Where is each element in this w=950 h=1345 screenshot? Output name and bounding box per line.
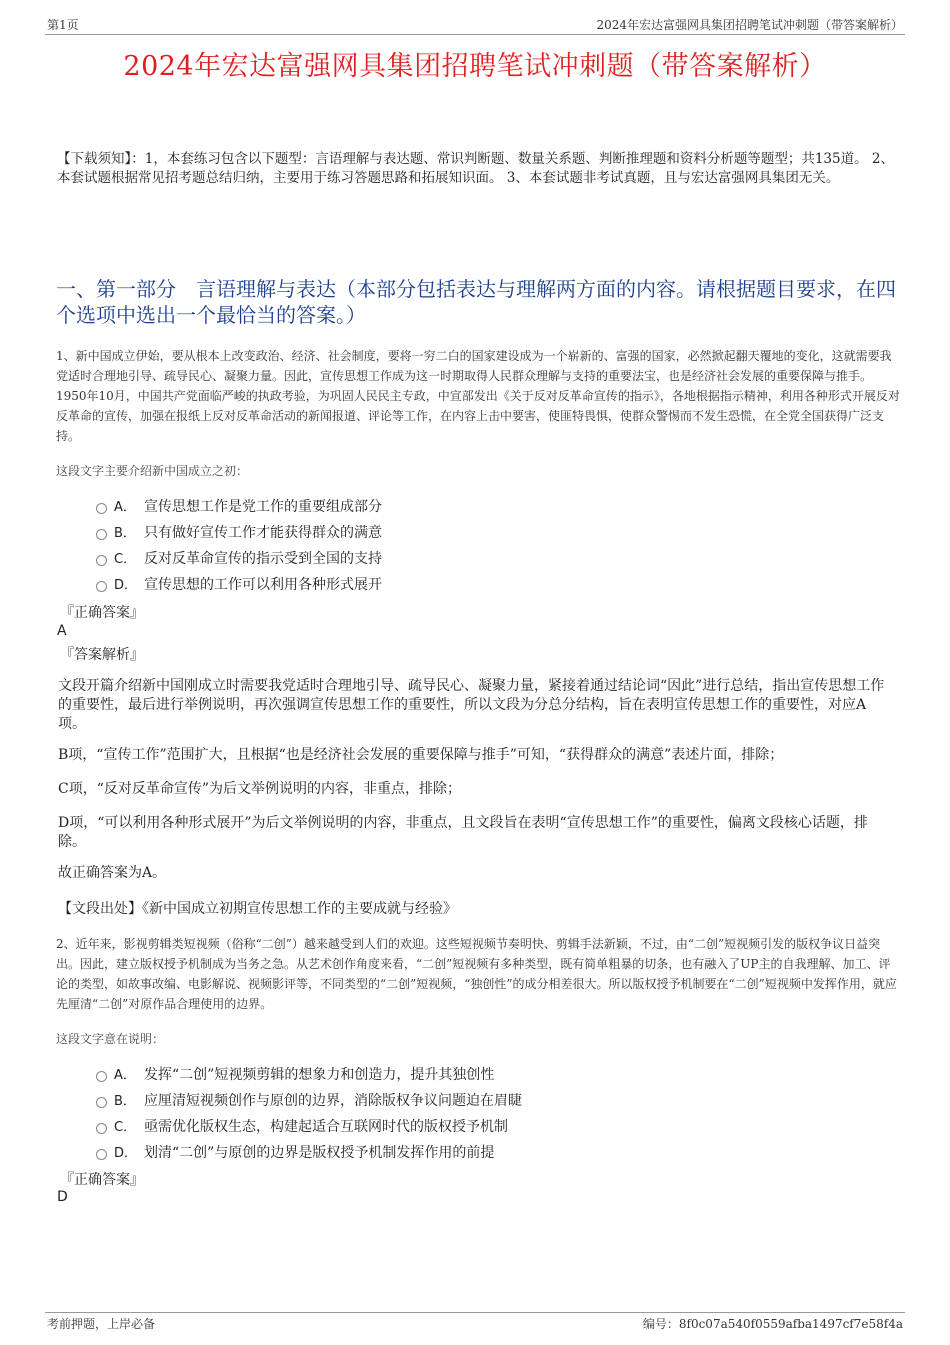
page-title: 2024年宏达富强网具集团招聘笔试冲刺题（带答案解析） — [123, 51, 827, 82]
correct-answer: D — [57, 1189, 68, 1205]
download-notice: 【下载须知】：1，本套练习包含以下题型：言语理解与表达题、常识判断题、数量关系题、判断推理题和资料分析题等题型；共135道。 2、本套试题根据常见招考题总结归纳，主要用于练习答题思路和拓展知识面。 3、本套试题非考试真题，且与宏达富强网具集团无关。 — [57, 151, 894, 186]
header-doc-title: 2024年宏达富强网具集团招聘笔试冲刺题（带答案解析） — [596, 18, 903, 32]
radio-icon[interactable] — [96, 1149, 107, 1160]
section-title: 一、第一部分 言语理解与表达（本部分包括表达与理解两方面的内容。请根据题目要求，在四个选项中选出一个最恰当的答案。） — [56, 277, 896, 327]
page-footer — [45, 1312, 905, 1331]
radio-icon[interactable] — [96, 581, 107, 592]
question-2-prompt: 这段文字意在说明： — [56, 1032, 165, 1046]
question-1-prompt: 这段文字主要介绍新中国成立之初： — [56, 464, 249, 478]
question-2-text: 2、近年来，影视剪辑类短视频（俗称“二创”）越来越受到人们的欢迎。这些短视频节奏明快、剪辑手法新颖，不过，由“二创”短视频引发的版权争议日益突出。因此，建立版权授予机制成为当务之急。从艺术创作角度来看，“二创”短视频有多种类型，既有简单粗暴的切条，也有融入了UP主的自我理解、加工、评论的类型，如故事改编、电影解说、视频影评等，不同类型的“二创”短视频，“独创性”的成分相差很大。所以版权授予机制要在“二创”短视频中发挥作用，就应先厘清“二创”对原作品合理使用的边界。 — [56, 937, 897, 1011]
option-d[interactable]: D． 宣传思想的工作可以利用各种形式展开 — [96, 572, 796, 598]
question-1-text: 1、新中国成立伊始，要从根本上改变政治、经济、社会制度，要将一穷二白的国家建设成为一个崭新的、富强的国家，必然掀起翻天覆地的变化，这就需要我党适时合理地引导、疏导民心、凝聚力量。因此，宣传思想工作成为这一时期取得人民群众理解与支持的重要法宝，也是经济社会发展的重要保障与推手。1950年10月，中国共产党面临严峻的执政考验，为巩固人民民主专政，中宣部发出《关于反对反革命宣传的指示》，各地根据指示精神，利用各种形式开展反对反革命的宣传，加强在报纸上反对反革命活动的新闻报道、评论等工作，在内容上击中要害，使匪特畏惧，使群众警惕而不发生恐慌，在全党全国获得广泛支持。 — [56, 349, 900, 443]
footer-code: 编号：8f0c07a540f0559afba1497cf7e58f4a — [642, 1317, 903, 1331]
option-c[interactable]: C． 反对反革命宣传的指示受到全国的支持 — [96, 546, 796, 572]
radio-icon[interactable] — [96, 1097, 107, 1108]
radio-icon[interactable] — [96, 529, 107, 540]
radio-icon[interactable] — [96, 1123, 107, 1134]
analysis-paragraph: 文段开篇介绍新中国刚成立时需要我党适时合理地引导、疏导民心、凝聚力量，紧接着通过结论词“因此”进行总结，指出宣传思想工作的重要性，最后进行举例说明，再次强调宣传思想工作的重要性，所以文段为分总分结构，旨在表明宣传思想工作的重要性，对应A项。 — [58, 678, 885, 732]
analysis-paragraph: B项，“宣传工作”范围扩大，且根据“也是经济社会发展的重要保障与推手”可知，“获得群众的满意”表述片面，排除； — [58, 747, 784, 763]
source-citation: 【文段出处】《新中国成立初期宣传思想工作的主要成就与经验》 — [58, 901, 457, 917]
radio-icon[interactable] — [96, 1071, 107, 1082]
radio-icon[interactable] — [96, 555, 107, 566]
correct-answer-label: 『正确答案』 — [60, 1172, 144, 1188]
option-a[interactable]: A． 发挥“二创”短视频剪辑的想象力和创造力，提升其独创性 — [96, 1062, 796, 1088]
footer-slogan: 考前押题，上岸必备 — [47, 1317, 156, 1331]
question-2-options — [96, 1062, 796, 1166]
analysis-paragraph: D项，“可以利用各种形式展开”为后文举例说明的内容，非重点，且文段旨在表明“宣传思想工作”的重要性，偏离文段核心话题，排除。 — [58, 815, 868, 850]
correct-answer-label: 『正确答案』 — [60, 605, 144, 621]
page-header — [45, 14, 905, 35]
analysis-label: 『答案解析』 — [60, 647, 144, 663]
page-number: 第1页 — [47, 18, 79, 32]
correct-answer: A — [57, 623, 67, 639]
analysis-paragraph: C项，“反对反革命宣传”为后文举例说明的内容，非重点，排除； — [58, 781, 462, 797]
option-a[interactable]: A． 宣传思想工作是党工作的重要组成部分 — [96, 494, 796, 520]
option-d[interactable]: D． 划清“二创”与原创的边界是版权授予机制发挥作用的前提 — [96, 1140, 796, 1166]
option-b[interactable]: B． 应厘清短视频创作与原创的边界，消除版权争议问题迫在眉睫 — [96, 1088, 796, 1114]
option-c[interactable]: C． 亟需优化版权生态，构建起适合互联网时代的版权授予机制 — [96, 1114, 796, 1140]
question-1-options — [96, 494, 796, 598]
radio-icon[interactable] — [96, 503, 107, 514]
option-b[interactable]: B． 只有做好宣传工作才能获得群众的满意 — [96, 520, 796, 546]
analysis-conclusion: 故正确答案为A。 — [58, 865, 167, 881]
